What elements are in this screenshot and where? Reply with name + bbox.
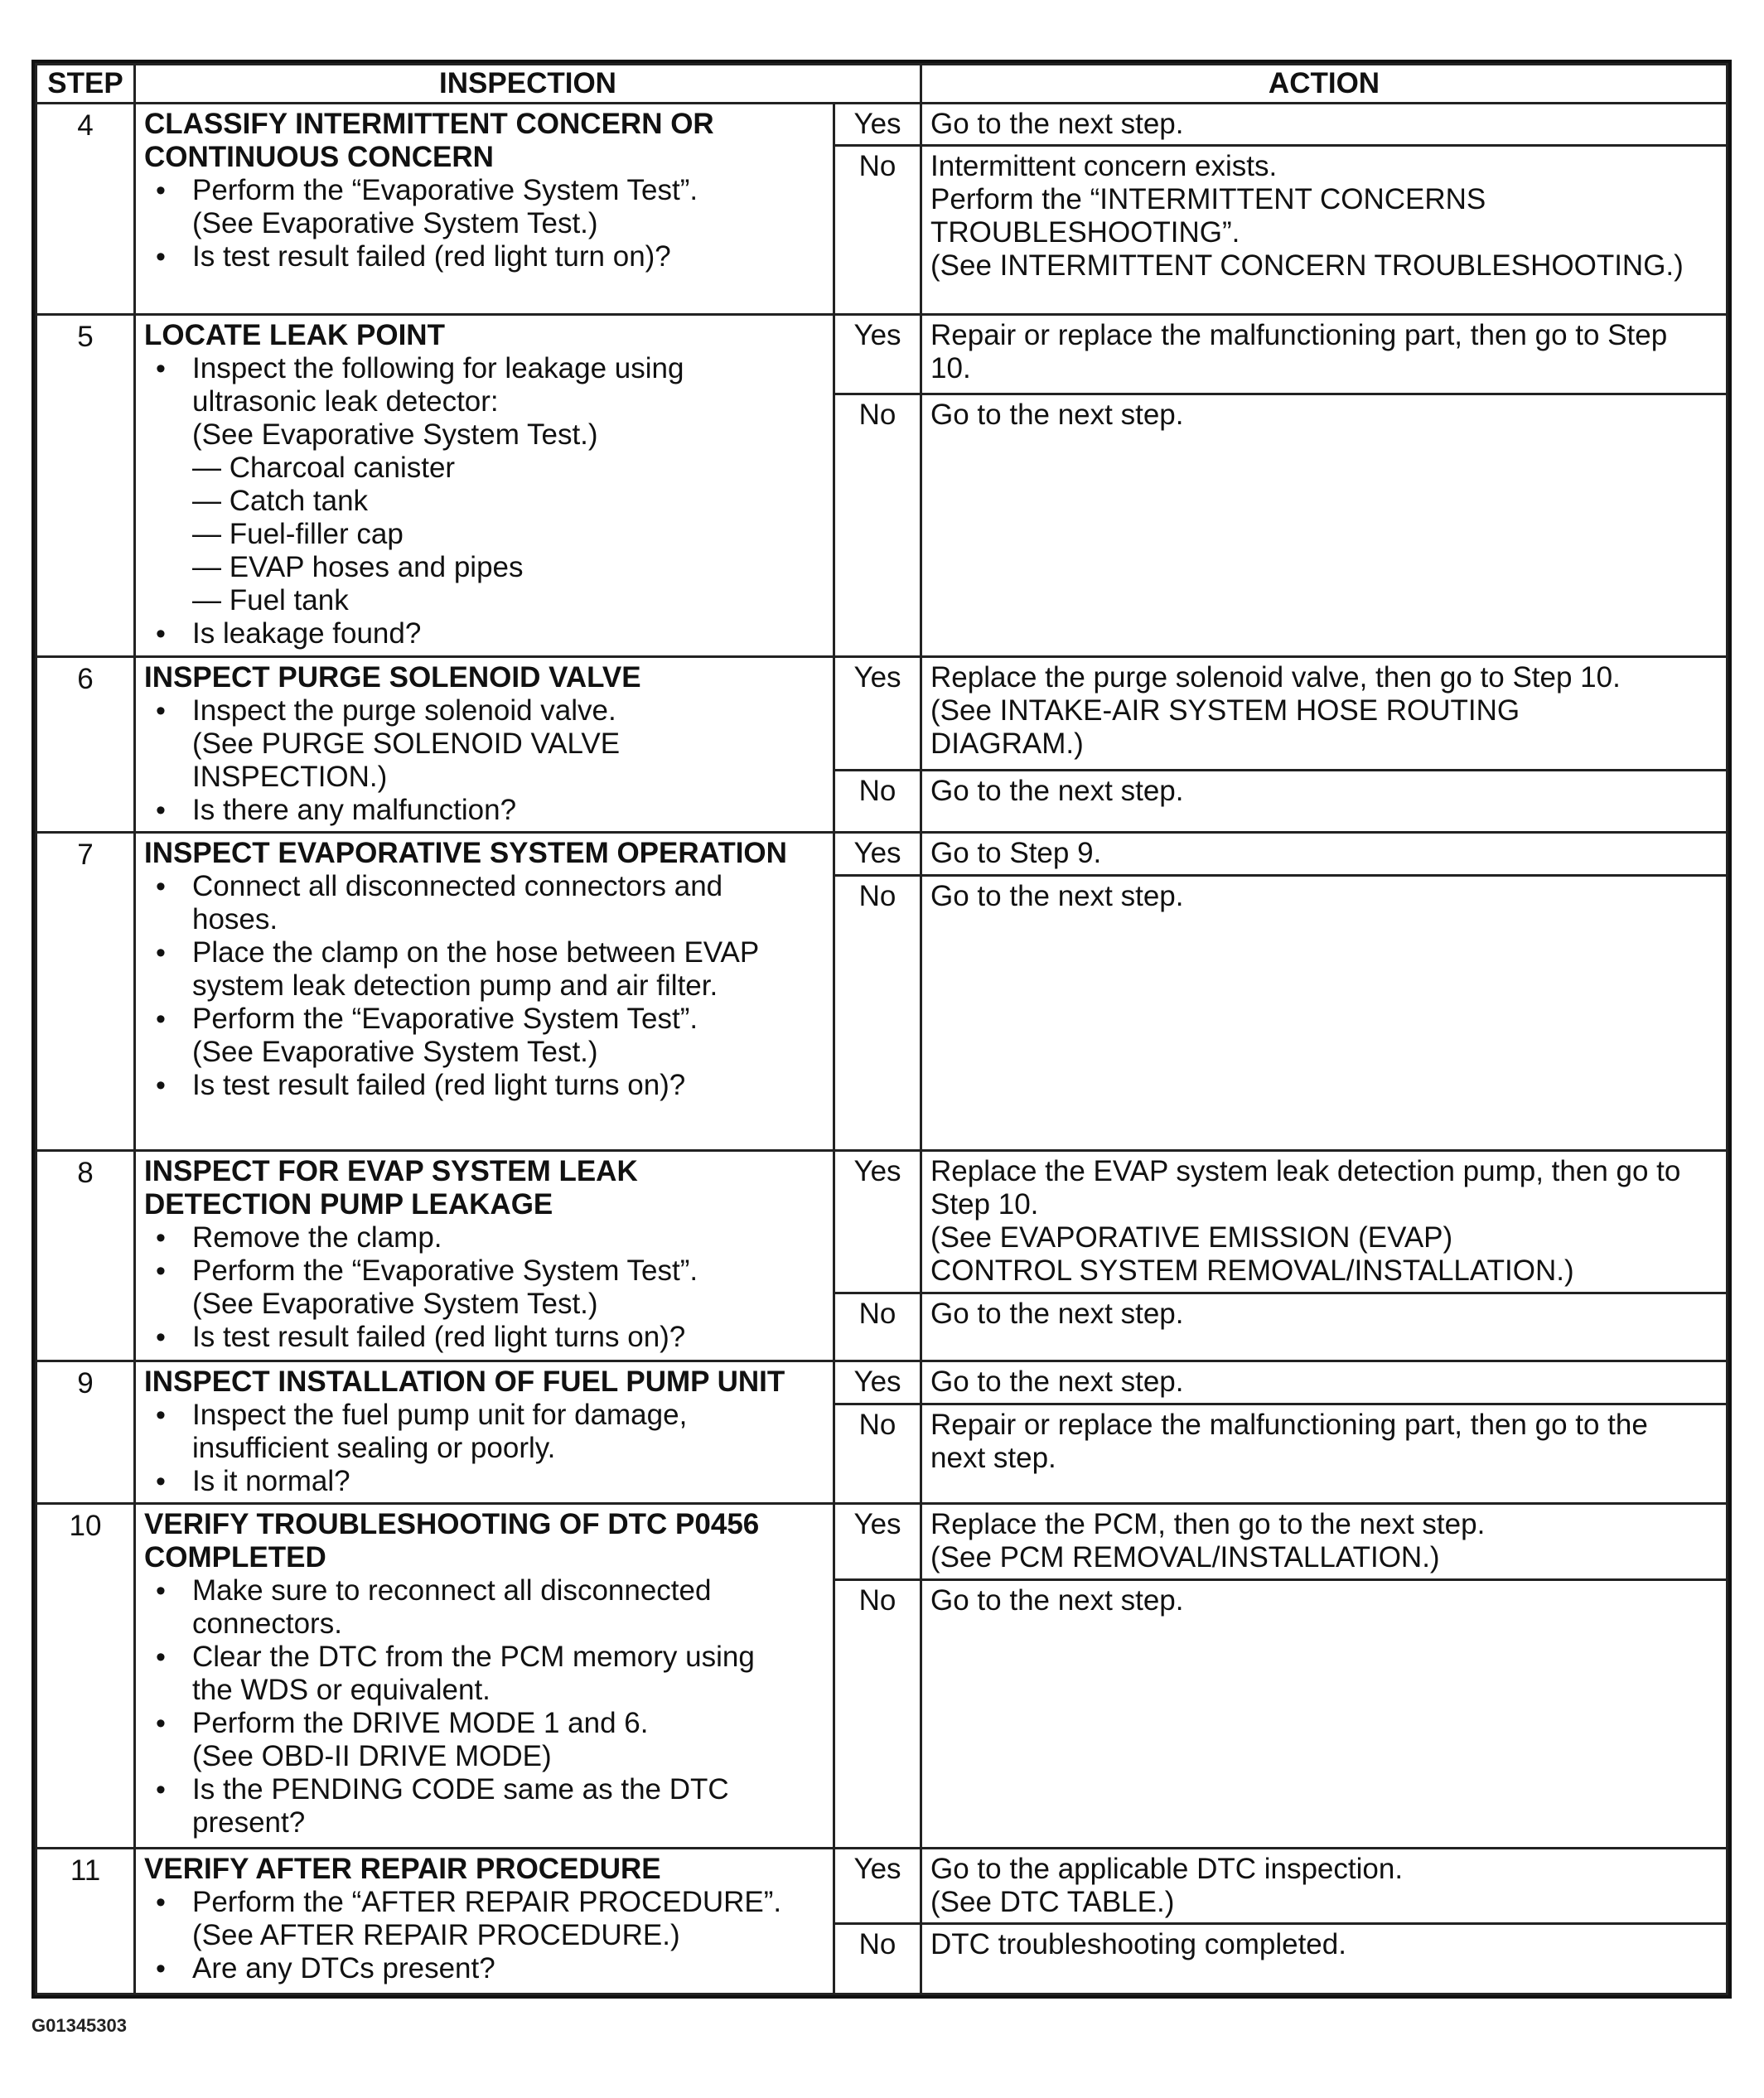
inspection-item bbox=[144, 617, 824, 650]
inspection-subline: (See AFTER REPAIR PROCEDURE.) bbox=[192, 1918, 680, 1951]
inspection-item bbox=[144, 1321, 824, 1354]
inspection-item-text: • Inspect the fuel pump unit for damage, bbox=[192, 1399, 688, 1432]
action-line: (See DTC TABLE.) bbox=[930, 1885, 1175, 1918]
yes-label: Yes bbox=[834, 1361, 921, 1404]
no-action bbox=[921, 771, 1728, 833]
inspection-item-text: • Is test result failed (red light turns on)? bbox=[192, 1069, 686, 1102]
inspection-cell bbox=[135, 104, 834, 315]
no-label: No bbox=[834, 1293, 921, 1361]
inspection-item bbox=[144, 1003, 824, 1069]
step-row-yes bbox=[36, 1504, 1728, 1580]
step-row-yes bbox=[36, 1848, 1728, 1924]
step-number: 5 bbox=[36, 314, 135, 657]
inspection-item bbox=[144, 1221, 824, 1254]
inspection-item bbox=[144, 1886, 824, 1952]
step-row-yes bbox=[36, 1361, 1728, 1404]
inspection-subline: the WDS or equivalent. bbox=[192, 1674, 491, 1707]
inspection-subline: (See Evaporative System Test.) bbox=[192, 1287, 598, 1320]
inspection-item-text: • Clear the DTC from the PCM memory using bbox=[192, 1641, 755, 1674]
inspection-subline: hoses. bbox=[192, 903, 278, 936]
step-number: 7 bbox=[36, 833, 135, 1150]
step-number: 10 bbox=[36, 1504, 135, 1849]
no-action bbox=[921, 1293, 1728, 1361]
inspection-title: INSPECT INSTALLATION OF FUEL PUMP UNIT bbox=[144, 1366, 785, 1399]
inspection-item-text: • Are any DTCs present? bbox=[192, 1951, 495, 1984]
figure-code: G01345303 bbox=[31, 2015, 127, 2036]
inspection-title: VERIFY AFTER REPAIR PROCEDURE bbox=[144, 1852, 661, 1885]
inspection-subline: (See Evaporative System Test.) bbox=[192, 418, 598, 451]
inspection-list bbox=[144, 1886, 824, 1985]
action-line: Repair or replace the malfunctioning part, then go to Step bbox=[930, 318, 1668, 351]
action-line: Go to the next step. bbox=[930, 879, 1184, 912]
inspection-item-text: • Is test result failed (red light turn on)? bbox=[192, 240, 671, 273]
inspection-list bbox=[144, 1574, 824, 1839]
inspection-item-text: • Perform the “Evaporative System Test”. bbox=[192, 1254, 698, 1287]
action-line: Replace the EVAP system leak detection pump, then go to bbox=[930, 1154, 1681, 1187]
inspection-subline: (See Evaporative System Test.) bbox=[192, 207, 598, 239]
action-line: TROUBLESHOOTING”. bbox=[930, 216, 1240, 249]
yes-action bbox=[921, 1504, 1728, 1580]
step-number: 11 bbox=[36, 1848, 135, 1994]
inspection-title: CONTINUOUS CONCERN bbox=[144, 141, 494, 173]
yes-label: Yes bbox=[834, 1848, 921, 1924]
no-label: No bbox=[834, 1924, 921, 1994]
inspection-cell bbox=[135, 833, 834, 1150]
yes-action bbox=[921, 314, 1728, 394]
yes-action bbox=[921, 657, 1728, 771]
no-action bbox=[921, 394, 1728, 657]
step-number: 8 bbox=[36, 1150, 135, 1361]
inspection-item-text: • Is leakage found? bbox=[192, 616, 422, 650]
header-inspection: INSPECTION bbox=[135, 65, 921, 104]
inspection-item-text: • Connect all disconnected connectors and bbox=[192, 870, 723, 903]
inspection-item-text: • Perform the “Evaporative System Test”. bbox=[192, 1003, 698, 1036]
troubleshooting-table bbox=[31, 60, 1732, 1999]
step-row-yes bbox=[36, 657, 1728, 771]
step-row-yes bbox=[36, 833, 1728, 875]
inspection-cell bbox=[135, 1361, 834, 1504]
step-row-yes bbox=[36, 314, 1728, 394]
action-line: Go to the next step. bbox=[930, 399, 1184, 432]
inspection-subline: — Charcoal canister bbox=[192, 451, 456, 484]
inspection-item-text: • Inspect the following for leakage using bbox=[192, 351, 684, 384]
inspection-list bbox=[144, 1221, 824, 1354]
no-action bbox=[921, 146, 1728, 314]
inspection-subline: (See Evaporative System Test.) bbox=[192, 1036, 598, 1069]
inspection-subline: — Fuel-filler cap bbox=[192, 517, 404, 550]
action-line: next step. bbox=[930, 1441, 1056, 1474]
inspection-item-text: • Perform the DRIVE MODE 1 and 6. bbox=[192, 1707, 649, 1740]
inspection-title: INSPECT PURGE SOLENOID VALVE bbox=[144, 661, 641, 694]
step-number: 6 bbox=[36, 657, 135, 833]
action-line: DTC troubleshooting completed. bbox=[930, 1928, 1346, 1961]
no-label: No bbox=[834, 875, 921, 1150]
header-action: ACTION bbox=[921, 65, 1728, 104]
header-row bbox=[36, 65, 1728, 104]
inspection-item-text: • Inspect the purge solenoid valve. bbox=[192, 694, 616, 728]
inspection-cell bbox=[135, 1504, 834, 1849]
inspection-subline: (See OBD-II DRIVE MODE) bbox=[192, 1740, 552, 1773]
action-line: DIAGRAM.) bbox=[930, 728, 1084, 761]
inspection-item-text: • Perform the “AFTER REPAIR PROCEDURE”. bbox=[192, 1885, 782, 1918]
yes-action bbox=[921, 104, 1728, 146]
inspection-subline: — Catch tank bbox=[192, 484, 369, 517]
inspection-item bbox=[144, 1641, 824, 1707]
no-action bbox=[921, 1579, 1728, 1848]
inspection-title: INSPECT FOR EVAP SYSTEM LEAK bbox=[144, 1154, 638, 1187]
inspection-list bbox=[144, 870, 824, 1102]
yes-label: Yes bbox=[834, 833, 921, 875]
step-number: 4 bbox=[36, 104, 135, 315]
inspection-item-text: • Is the PENDING CODE same as the DTC bbox=[192, 1773, 729, 1806]
inspection-cell bbox=[135, 314, 834, 657]
inspection-cell bbox=[135, 1848, 834, 1994]
inspection-item bbox=[144, 694, 824, 794]
action-line: (See EVAPORATIVE EMISSION (EVAP) bbox=[930, 1221, 1453, 1254]
yes-action bbox=[921, 1361, 1728, 1404]
inspection-title: INSPECT EVAPORATIVE SYSTEM OPERATION bbox=[144, 837, 787, 870]
inspection-subline: — Fuel tank bbox=[192, 583, 349, 616]
inspection-item bbox=[144, 1773, 824, 1839]
inspection-subline: (See PURGE SOLENOID VALVE bbox=[192, 728, 621, 761]
inspection-subline: insufficient sealing or poorly. bbox=[192, 1432, 556, 1465]
inspection-title: CLASSIFY INTERMITTENT CONCERN OR bbox=[144, 108, 714, 140]
action-line: CONTROL SYSTEM REMOVAL/INSTALLATION.) bbox=[930, 1254, 1574, 1287]
yes-label: Yes bbox=[834, 104, 921, 146]
header-step: STEP bbox=[36, 65, 135, 104]
yes-label: Yes bbox=[834, 657, 921, 771]
no-label: No bbox=[834, 1404, 921, 1504]
action-line: Replace the purge solenoid valve, then go to Step 10. bbox=[930, 661, 1621, 694]
inspection-list bbox=[144, 352, 824, 650]
action-line: Go to the next step. bbox=[930, 1366, 1184, 1399]
inspection-subline: — EVAP hoses and pipes bbox=[192, 550, 524, 583]
step-number: 9 bbox=[36, 1361, 135, 1504]
inspection-subline: INSPECTION.) bbox=[192, 761, 388, 794]
action-line: Go to the next step. bbox=[930, 1297, 1184, 1330]
yes-action bbox=[921, 1150, 1728, 1293]
yes-label: Yes bbox=[834, 1504, 921, 1580]
inspection-item-text: • Perform the “Evaporative System Test”. bbox=[192, 174, 698, 206]
action-line: Repair or replace the malfunctioning part, then go to the bbox=[930, 1408, 1648, 1441]
inspection-item-text: • Place the clamp on the hose between EVAP bbox=[192, 936, 760, 969]
action-line: Go to the next step. bbox=[930, 1583, 1184, 1617]
action-line: Intermittent concern exists. bbox=[930, 150, 1278, 183]
inspection-title: DETECTION PUMP LEAKAGE bbox=[144, 1187, 553, 1221]
table-body bbox=[36, 104, 1728, 1994]
step-row-yes bbox=[36, 104, 1728, 146]
inspection-list bbox=[144, 174, 824, 273]
yes-label: Yes bbox=[834, 314, 921, 394]
inspection-subline: system leak detection pump and air filter. bbox=[192, 969, 718, 1003]
inspection-title: COMPLETED bbox=[144, 1541, 326, 1574]
no-action bbox=[921, 875, 1728, 1150]
inspection-item bbox=[144, 1465, 824, 1498]
yes-action bbox=[921, 1848, 1728, 1924]
action-line: Step 10. bbox=[930, 1187, 1039, 1221]
inspection-item bbox=[144, 870, 824, 936]
action-line: (See INTAKE-AIR SYSTEM HOSE ROUTING bbox=[930, 694, 1520, 728]
inspection-list bbox=[144, 1399, 824, 1498]
inspection-item bbox=[144, 1069, 824, 1102]
inspection-item-text: • Is there any malfunction? bbox=[192, 794, 517, 827]
action-line: (See PCM REMOVAL/INSTALLATION.) bbox=[930, 1541, 1440, 1574]
inspection-subline: ultrasonic leak detector: bbox=[192, 384, 499, 418]
inspection-subline: connectors. bbox=[192, 1607, 342, 1641]
inspection-subline: present? bbox=[192, 1806, 306, 1839]
no-action bbox=[921, 1404, 1728, 1504]
action-line: Perform the “INTERMITTENT CONCERNS bbox=[930, 183, 1486, 216]
action-line: Go to the applicable DTC inspection. bbox=[930, 1852, 1404, 1885]
no-action bbox=[921, 1924, 1728, 1994]
inspection-item bbox=[144, 240, 824, 273]
inspection-cell bbox=[135, 657, 834, 833]
inspection-title: LOCATE LEAK POINT bbox=[144, 318, 445, 351]
no-label: No bbox=[834, 394, 921, 657]
inspection-item bbox=[144, 1574, 824, 1641]
inspection-item bbox=[144, 1707, 824, 1773]
inspection-item bbox=[144, 1254, 824, 1321]
inspection-item bbox=[144, 1952, 824, 1985]
inspection-item bbox=[144, 936, 824, 1003]
no-label: No bbox=[834, 1579, 921, 1848]
no-label: No bbox=[834, 771, 921, 833]
inspection-item-text: • Remove the clamp. bbox=[192, 1221, 442, 1254]
action-line: Go to the next step. bbox=[930, 775, 1184, 808]
action-line: Go to Step 9. bbox=[930, 837, 1102, 870]
inspection-item-text: • Is test result failed (red light turns on)? bbox=[192, 1320, 686, 1353]
inspection-item bbox=[144, 174, 824, 240]
action-line: 10. bbox=[930, 351, 971, 384]
inspection-item-text: • Make sure to reconnect all disconnected bbox=[192, 1574, 712, 1607]
yes-label: Yes bbox=[834, 1150, 921, 1293]
inspection-item bbox=[144, 794, 824, 827]
action-line: (See INTERMITTENT CONCERN TROUBLESHOOTING.) bbox=[930, 249, 1684, 283]
step-row-yes bbox=[36, 1150, 1728, 1293]
action-line: Replace the PCM, then go to the next step. bbox=[930, 1508, 1486, 1541]
inspection-item-text: • Is it normal? bbox=[192, 1465, 350, 1498]
inspection-title: VERIFY TROUBLESHOOTING OF DTC P0456 bbox=[144, 1508, 760, 1541]
yes-action bbox=[921, 833, 1728, 875]
inspection-list bbox=[144, 694, 824, 827]
inspection-cell bbox=[135, 1150, 834, 1361]
inspection-item bbox=[144, 352, 824, 617]
no-label: No bbox=[834, 146, 921, 314]
action-line: Go to the next step. bbox=[930, 108, 1184, 140]
inspection-item bbox=[144, 1399, 824, 1465]
